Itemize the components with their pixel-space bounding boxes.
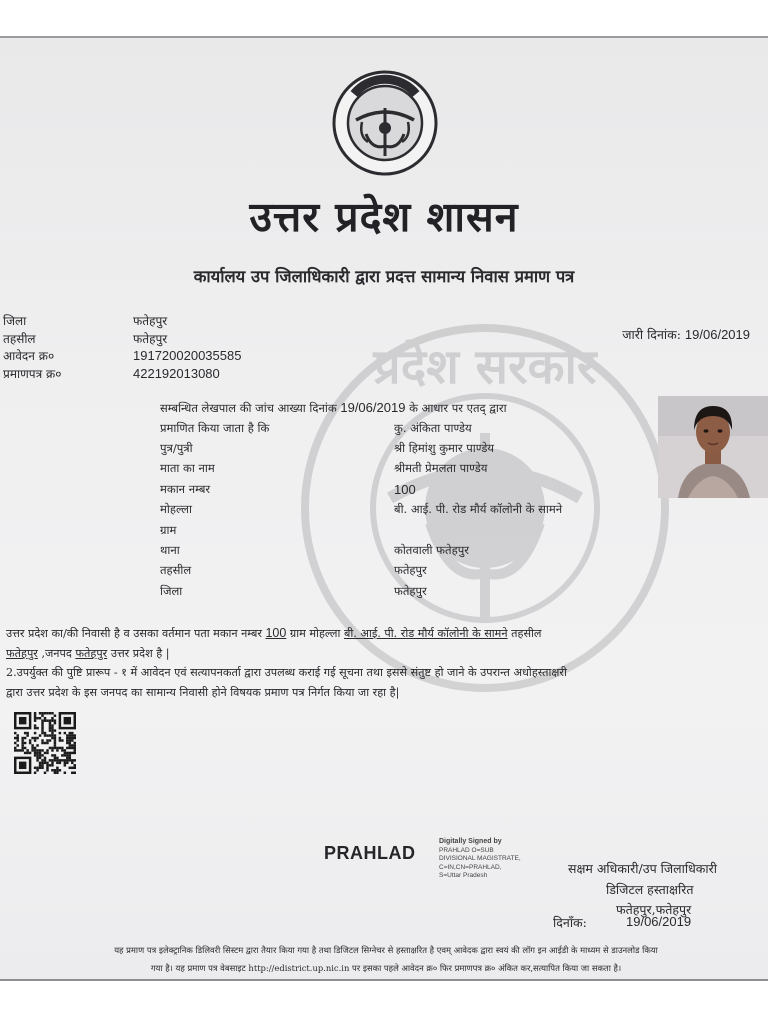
- field-label: पुत्र/पुत्री: [160, 441, 193, 456]
- issue-date: [622, 326, 750, 343]
- digital-signature-line: Digitally Signed by: [439, 838, 502, 845]
- footer-note: [8, 941, 764, 977]
- officer-location: फतेहपुर,फतेहपुर: [616, 902, 692, 917]
- officer-designation: सक्षम अधिकारी/उप जिलाधिकारी: [568, 861, 717, 876]
- qr-code: [14, 712, 76, 774]
- details-row: [160, 418, 562, 438]
- tehsil-value: फतेहपुर: [133, 331, 168, 346]
- state-emblem-icon: [332, 70, 438, 176]
- mohalla-value: बी. आई. पी. रोड मौर्य कॉलोनी के सामने: [343, 627, 508, 640]
- tehsil-label: तहसील: [3, 331, 36, 346]
- paragraph-text: उत्तर प्रदेश है |: [110, 647, 170, 660]
- field-value: कु. अंकिता पाण्डेय: [394, 420, 472, 435]
- field-label: मोहल्ला: [160, 502, 192, 517]
- application-number-label: आवेदन क्र०: [3, 349, 55, 364]
- paragraph-text: तहसील: [511, 627, 542, 640]
- details-row: [160, 561, 562, 581]
- details-row: [160, 479, 562, 499]
- district-value: फतेहपुर: [133, 314, 168, 329]
- government-title: उत्तर प्रदेश शासन: [249, 193, 519, 241]
- footer-line: गया है। यह प्रमाण पत्र वेबसाइट http://edistrict.up.nic.in पर इसका पहले आवेदन क्र० फिर प्रमाणपत्र क्र० अंकित कर,सत्यापित किया जा सकता है।: [150, 963, 622, 973]
- field-label: प्रमाणित किया जाता है कि: [160, 420, 270, 435]
- paragraph-text: ग्राम मोहल्ला: [289, 627, 341, 640]
- field-label: मकान नम्बर: [160, 481, 211, 496]
- application-number-value: 191720020035585: [133, 348, 242, 364]
- field-value: श्रीमती प्रेमलता पाण्डेय: [394, 461, 488, 476]
- verification-intro: [160, 400, 507, 416]
- digital-signature-block: [439, 838, 521, 881]
- field-label: थाना: [160, 543, 180, 558]
- field-value: 100: [394, 481, 416, 497]
- field-value: बी. आई. पी. रोड मौर्य कॉलोनी के सामने: [394, 502, 563, 517]
- issuing-officer: [568, 860, 768, 922]
- paragraph-text: द्वारा उत्तर प्रदेश के इस जनपद का सामान्य निवासी होने विषयक प्रमाण पत्र निर्गत किया जा रहा है|: [6, 686, 400, 699]
- district-inline: फतेहपुर: [75, 647, 108, 660]
- residence-paragraph-1: [6, 623, 764, 664]
- issue-date-value: 19/06/2019: [684, 327, 750, 342]
- applicant-photo: [658, 396, 768, 498]
- officer-digital-signed: डिजिटल हस्ताक्षरित: [606, 881, 694, 897]
- details-row: [160, 581, 562, 601]
- details-list: [160, 418, 562, 602]
- certificate-sheet: [0, 36, 768, 981]
- field-label: ग्राम: [160, 522, 177, 537]
- field-label: माता का नाम: [160, 461, 215, 476]
- certificate-number-value: 422192013080: [133, 365, 220, 381]
- details-row: [160, 520, 562, 540]
- paragraph-text: 2.उपर्युक्त की पुष्टि प्रारूप - १ में आवेदन एवं सत्यापनकर्ता द्वारा उपलब्ध कराई गई सूचना तथा इससे संतुष्ट हो जाने के उपरान्त अधोहस्ताक्षरी: [6, 666, 567, 679]
- intro-text-after: के आधार पर एतद् द्वारा: [409, 401, 507, 415]
- details-row: [160, 540, 562, 560]
- digital-signature-line: DIVISIONAL MAGISTRATE,: [439, 855, 521, 862]
- field-value: श्री हिमांशु कुमार पाण्डेय: [394, 441, 495, 456]
- signature-date-label: दिनाँक:: [553, 915, 587, 930]
- footer-line: यह प्रमाण पत्र इलेक्ट्रानिक डिलिवरी सिस्टम द्वारा तैयार किया गया है तथा डिजिटल सिग्नेचर से हस्ताक्षरित है एवम् आवेदक द्वारा स्वयं की लॉग इन आईडी के माध्यम से डाउनलोड किया: [114, 945, 658, 955]
- paragraph-text: ,जनपद: [41, 647, 72, 660]
- digital-signature-line: PRAHLAD O=SUB: [439, 846, 494, 854]
- certificate-meta: [3, 312, 241, 382]
- details-row: [160, 500, 562, 520]
- certificate-number-label: प्रमाणपत्र क्र०: [3, 366, 62, 381]
- field-value: कोतवाली फतेहपुर: [394, 543, 469, 558]
- intro-date: 19/06/2019: [340, 400, 406, 415]
- certificate-title: कार्यालय उप जिलाधिकारी द्वारा प्रदत्त सामान्य निवास प्रमाण पत्र: [193, 267, 575, 286]
- details-row: [160, 459, 562, 479]
- svg-text:प्रदेश सरकार: प्रदेश सरकार: [373, 339, 597, 395]
- issue-date-label: जारी दिनांक:: [622, 327, 681, 342]
- tehsil-inline: फतेहपुर: [6, 647, 38, 660]
- field-label: जिला: [160, 583, 183, 598]
- district-label: जिला: [3, 314, 27, 329]
- residence-paragraph-2: [6, 663, 764, 703]
- field-label: तहसील: [160, 563, 192, 578]
- digital-signature-line: S=Uttar Pradesh: [439, 872, 488, 879]
- field-value: फतेहपुर: [394, 563, 427, 578]
- details-row: [160, 438, 562, 458]
- signature-date-value: 19/06/2019: [626, 914, 692, 929]
- signer-name: PRAHLAD: [324, 843, 416, 863]
- intro-text-before: सम्बन्धित लेखपाल की जांच आख्या दिनांक: [160, 401, 337, 415]
- house-number: 100: [265, 626, 287, 640]
- paragraph-text: उत्तर प्रदेश का/की निवासी है व उसका वर्तमान पता मकान नम्बर: [6, 627, 262, 640]
- field-value: फतेहपुर: [394, 583, 427, 598]
- digital-signature-line: C=IN,CN=PRAHLAD,: [439, 863, 502, 871]
